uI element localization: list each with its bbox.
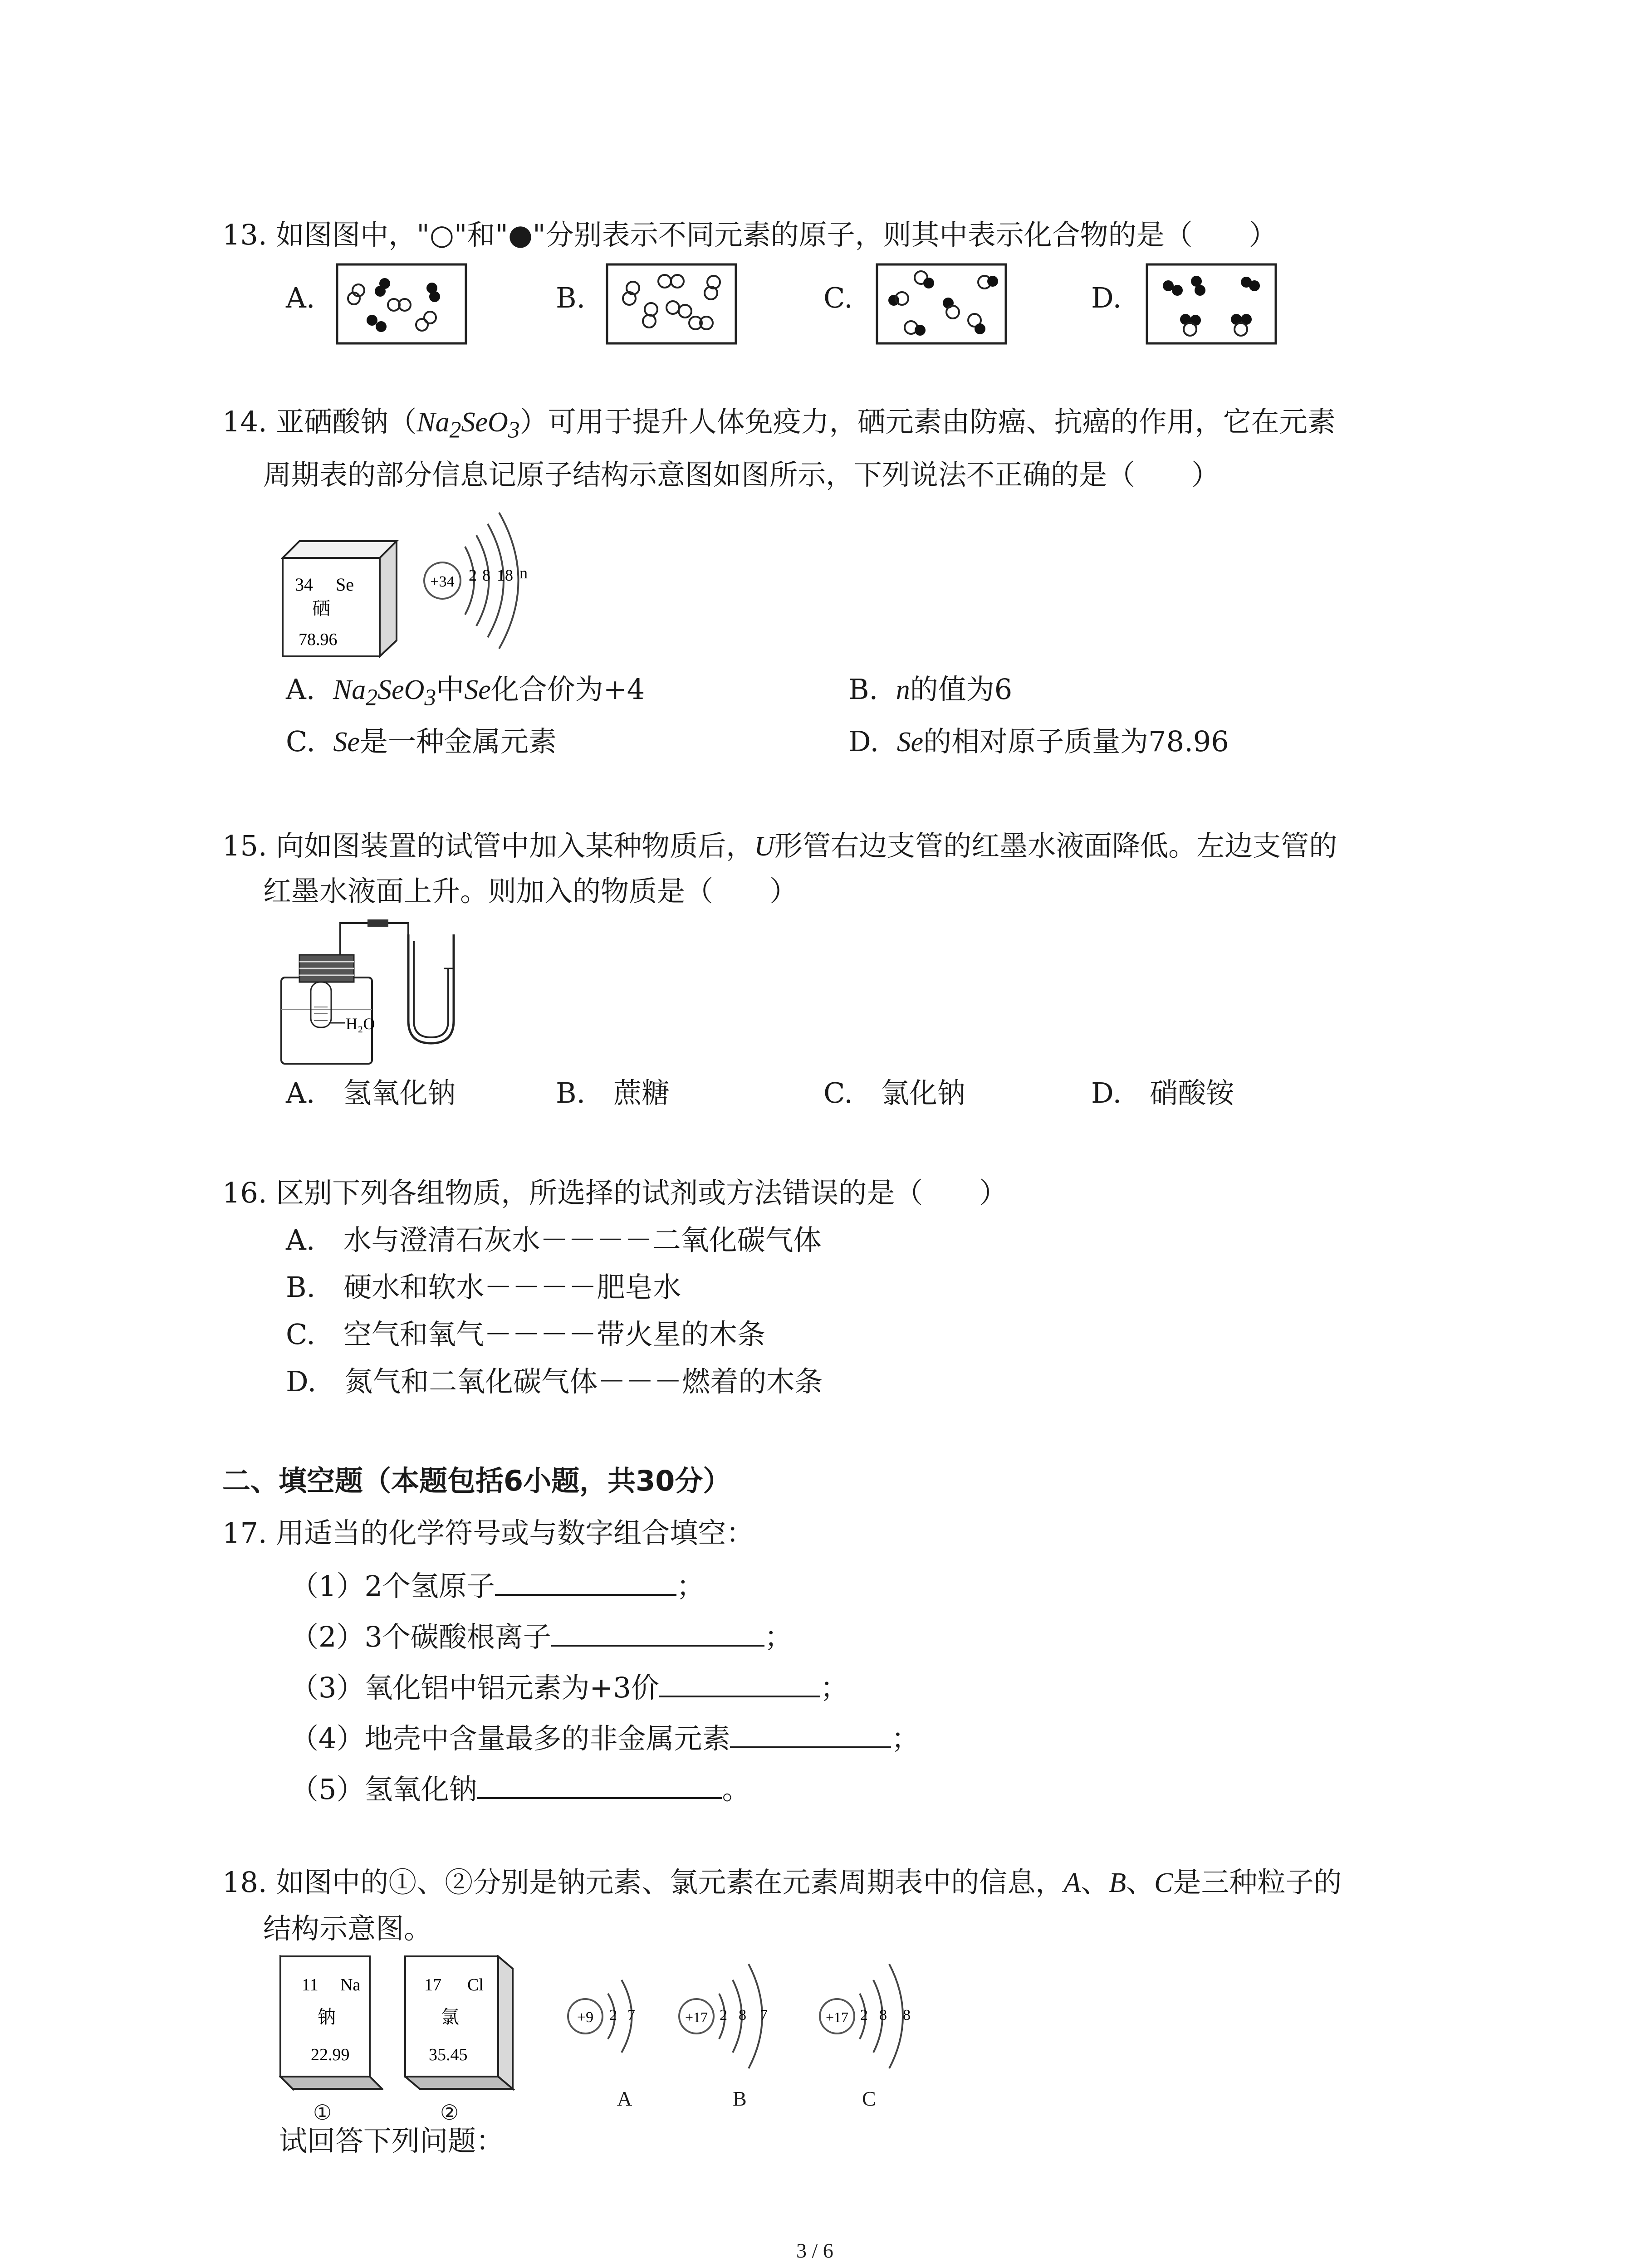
q18-stem-line2: 结构示意图。 xyxy=(263,1912,432,1945)
svg-text:35.45: 35.45 xyxy=(429,2045,468,2064)
q15-water-label: H₂O xyxy=(346,1015,375,1033)
q15-option-c: C. 氯化钠 xyxy=(823,1076,965,1110)
q15-stem-line2: 红墨水液面上升。则加入的物质是（ ） xyxy=(263,875,798,908)
q14-option-c: C. Se是一种金属元素 xyxy=(286,725,557,758)
q16-stem: 16. 区别下列各组物质，所选择的试剂或方法错误的是（ ） xyxy=(222,1176,1008,1209)
q14-nucleus-charge: +34 xyxy=(430,573,455,590)
q14-se-symbol: Se xyxy=(336,574,354,595)
q18-particle-b xyxy=(671,1946,803,2082)
page-number: 3 / 6 xyxy=(796,2239,833,2262)
q18-particle-c-label: C xyxy=(862,2087,876,2110)
q18-particle-a xyxy=(560,1960,665,2077)
q13-option-a-label: A. xyxy=(286,281,315,314)
q17-blank-2[interactable] xyxy=(551,1617,764,1647)
svg-text:Cl: Cl xyxy=(467,1975,484,1994)
svg-text:2: 2 xyxy=(860,2007,868,2024)
q14-option-b: B. n的值为6 xyxy=(848,673,1013,706)
q14-se-name: 硒 xyxy=(312,598,330,619)
q14-element-card-se xyxy=(281,540,399,658)
svg-text:8: 8 xyxy=(903,2007,911,2024)
svg-text:+17: +17 xyxy=(825,2009,849,2025)
svg-text:2: 2 xyxy=(720,2007,727,2024)
q17-item-2: （2）3个碳酸根离子 ； xyxy=(290,1617,793,1655)
q16-option-c: C. 空气和氧气－－－－带火星的木条 xyxy=(286,1318,765,1351)
q14-se-atom-structure xyxy=(415,492,560,665)
svg-text:2: 2 xyxy=(609,2007,617,2024)
q18-element-card-cl xyxy=(404,1955,517,2096)
svg-text:22.99: 22.99 xyxy=(311,2045,350,2064)
svg-text:17: 17 xyxy=(424,1975,441,1994)
svg-text:钠: 钠 xyxy=(318,2007,336,2028)
section-2-heading: 二、填空题（本题包括6小题，共30分） xyxy=(222,1464,731,1497)
q15-option-b: B. 蔗糖 xyxy=(556,1076,670,1110)
svg-text:7: 7 xyxy=(760,2007,768,2024)
q13-box-d xyxy=(1146,263,1277,345)
q16-option-d: D. 氮气和二氧化碳气体－－－燃着的木条 xyxy=(286,1365,823,1398)
q18-particle-c xyxy=(812,1946,948,2082)
q14-shell-4: n xyxy=(519,564,528,582)
q13-box-a xyxy=(336,263,467,345)
svg-text:Na: Na xyxy=(340,1975,361,1994)
svg-text:7: 7 xyxy=(627,2007,635,2024)
svg-text:11: 11 xyxy=(302,1975,318,1994)
q15-stem-line1: 15. 向如图装置的试管中加入某种物质后，U形管右边支管的红墨水液面降低。左边支管的 xyxy=(222,829,1337,862)
q18-ask: 试回答下列问题： xyxy=(279,2124,505,2157)
q13-option-d-label: D. xyxy=(1091,281,1122,314)
q14-option-d: D. Se的相对原子质量为78.96 xyxy=(848,725,1229,758)
q15-apparatus xyxy=(272,914,481,1068)
q15-option-a: A. 氢氧化钠 xyxy=(286,1076,456,1110)
svg-text:8: 8 xyxy=(879,2007,887,2024)
q13-option-c-label: C. xyxy=(823,281,853,314)
svg-text:氯: 氯 xyxy=(441,2007,459,2028)
svg-text:+17: +17 xyxy=(685,2009,708,2025)
q17-blank-5[interactable] xyxy=(477,1769,722,1799)
q18-element-card-na xyxy=(279,1955,383,2096)
q17-item-5: （5）氢氧化钠 。 xyxy=(290,1769,750,1808)
q14-stem-line2: 周期表的部分信息记原子结构示意图如图所示，下列说法不正确的是（ ） xyxy=(263,458,1220,491)
q14-stem-b: ）可用于提升人体免疫力，硒元素由防癌、抗癌的作用，它在元素 xyxy=(519,405,1336,438)
q18-tag-2: ② xyxy=(440,2101,459,2124)
q17-item-4: （4）地壳中含量最多的非金属元素 ； xyxy=(290,1718,919,1757)
q15-option-d: D. 硝酸铵 xyxy=(1091,1076,1234,1110)
q18-stem-line1: 18. 如图中的①、②分别是钠元素、氯元素在元素周期表中的信息，A、B、C是三种粒子的 xyxy=(222,1866,1342,1899)
q14-shell-1: 2 xyxy=(469,566,477,584)
q16-option-b: B. 硬水和软水－－－－肥皂水 xyxy=(286,1271,681,1304)
q14-stem-line1 xyxy=(222,404,1336,448)
q14-se-mass: 78.96 xyxy=(299,630,338,649)
q16-option-a: A. 水与澄清石灰水－－－－二氧化碳气体 xyxy=(286,1223,822,1256)
q13-option-b-label: B. xyxy=(556,281,586,314)
q13-stem: 13. 如图图中，"○"和"●"分别表示不同元素的原子，则其中表示化合物的是（ ） xyxy=(222,218,1277,251)
q13-box-c xyxy=(876,263,1007,345)
q14-formula: $Na_2SeO_3$ xyxy=(416,407,520,443)
q14-shell-2: 8 xyxy=(482,566,490,584)
q14-option-a: A. $Na_2SeO_3$中Se化合价为+4 xyxy=(286,673,645,711)
svg-text:+9: +9 xyxy=(577,2009,594,2026)
q17-blank-3[interactable] xyxy=(659,1667,820,1697)
svg-text:8: 8 xyxy=(739,2007,746,2024)
q17-item-3: （3）氧化铝中铝元素为+3价 ； xyxy=(290,1667,848,1706)
q14-se-number: 34 xyxy=(295,574,313,595)
q18-particle-a-label: A xyxy=(617,2087,632,2110)
q17-blank-1[interactable] xyxy=(495,1566,676,1596)
q13-box-b xyxy=(606,263,737,345)
q17-stem: 17. 用适当的化学符号或与数字组合填空： xyxy=(222,1516,754,1549)
q18-particle-b-label: B xyxy=(733,2087,747,2110)
q17-blank-4[interactable] xyxy=(730,1718,891,1748)
q18-tag-1: ① xyxy=(313,2101,332,2124)
q17-item-1: （1）2个氢原子 ； xyxy=(290,1566,705,1604)
q14-stem-a: 14. 亚硒酸钠（ xyxy=(222,405,417,438)
q14-shell-3: 18 xyxy=(497,566,513,584)
